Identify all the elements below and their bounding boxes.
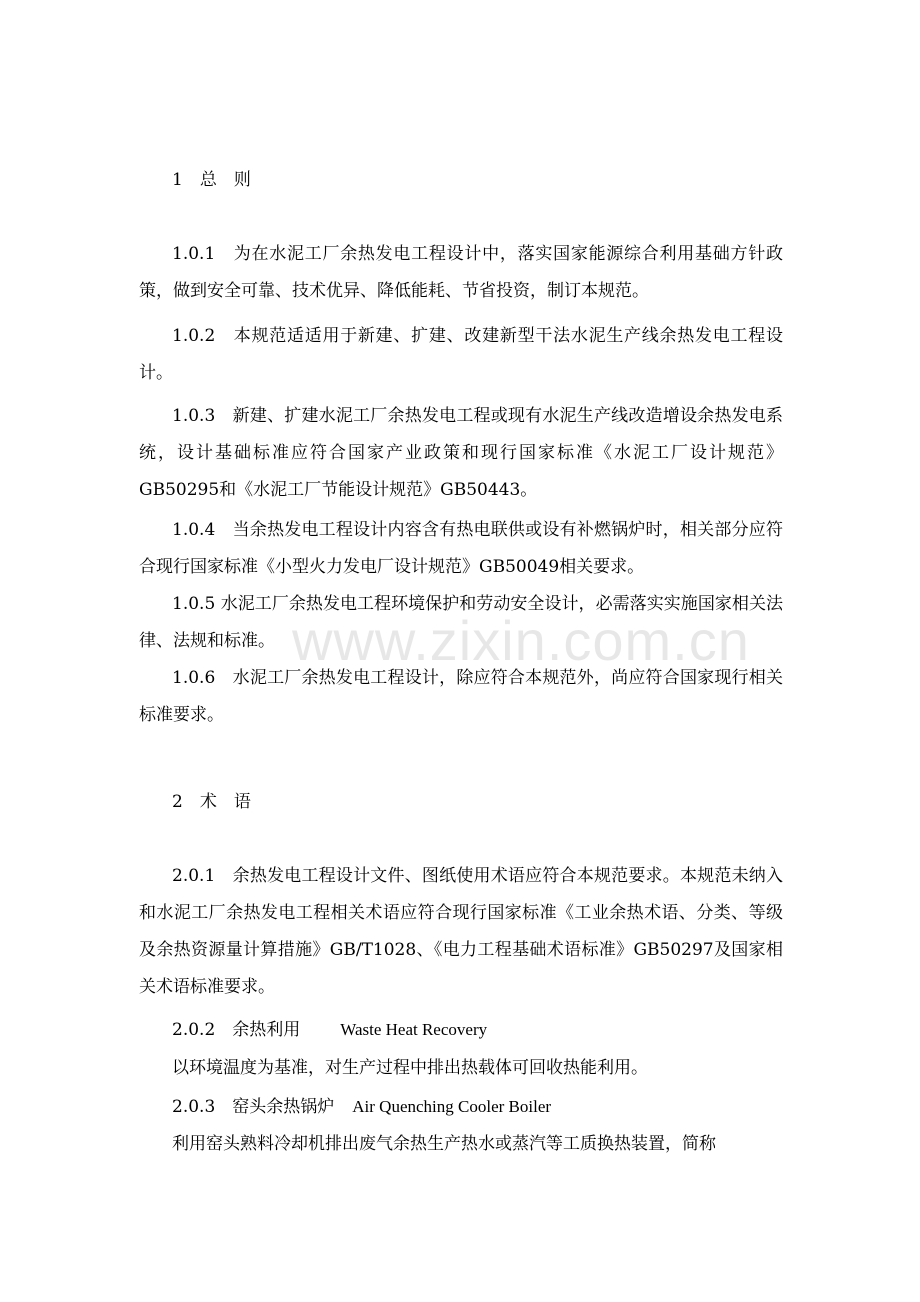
section-heading-terms: 2 术 语 [172, 792, 251, 812]
term-definition-2-0-2: 以环境温度为基准，对生产过程中排出热载体可回收热能利用。 [172, 1058, 648, 1078]
term-2-0-2 [172, 1020, 487, 1040]
clause-1-0-3: 1.0.3 新建、扩建水泥工厂余热发电工程或现有水泥生产线改造增设余热发电系统，设计基础标准应符合国家产业政策和现行国家标准《水泥工厂设计规范》GB50295和《水泥工厂节能设计规范》GB50443。 [139, 406, 783, 500]
section-heading-general: 1 总 则 [172, 170, 251, 190]
watermark: www.zixin.com.cn [292, 609, 750, 672]
clause-1-0-2: 1.0.2 本规范适适用于新建、扩建、改建新型干法水泥生产线余热发电工程设计。 [139, 326, 783, 383]
clause-1-0-5: 1.0.5 水泥工厂余热发电工程环境保护和劳动安全设计，必需落实实施国家相关法律、法规和标准。 [139, 594, 783, 651]
clause-1-0-1: 1.0.1 为在水泥工厂余热发电工程设计中，落实国家能源综合利用基础方针政策，做到安全可靠、技术优异、降低能耗、节省投资，制订本规范。 [139, 244, 783, 301]
term-definition-2-0-3: 利用窑头熟料冷却机排出废气余热生产热水或蒸汽等工质换热装置，简称 [172, 1134, 716, 1154]
term-number: 2.0.3 [172, 1097, 216, 1117]
clause-2-0-1: 2.0.1 余热发电工程设计文件、图纸使用术语应符合本规范要求。本规范未纳入和水泥工厂余热发电工程相关术语应符合现行国家标准《工业余热术语、分类、等级及余热资源量计算措施》GB/T1028、《电力工程基础术语标准》GB50297及国家相关术语标准要求。 [139, 866, 783, 997]
term-en: Air Quenching Cooler Boiler [352, 1097, 552, 1116]
term-2-0-3 [172, 1097, 551, 1117]
term-cn: 余热利用 [232, 1020, 301, 1040]
term-number: 2.0.2 [172, 1020, 216, 1040]
term-en: Waste Heat Recovery [340, 1020, 488, 1039]
clause-1-0-6: 1.0.6 水泥工厂余热发电工程设计，除应符合本规范外，尚应符合国家现行相关标准要求。 [139, 668, 783, 725]
term-cn: 窑头余热锅炉 [232, 1097, 335, 1117]
clause-1-0-4: 1.0.4 当余热发电工程设计内容含有热电联供或设有补燃锅炉时，相关部分应符合现行国家标准《小型火力发电厂设计规范》GB50049相关要求。 [139, 520, 783, 577]
